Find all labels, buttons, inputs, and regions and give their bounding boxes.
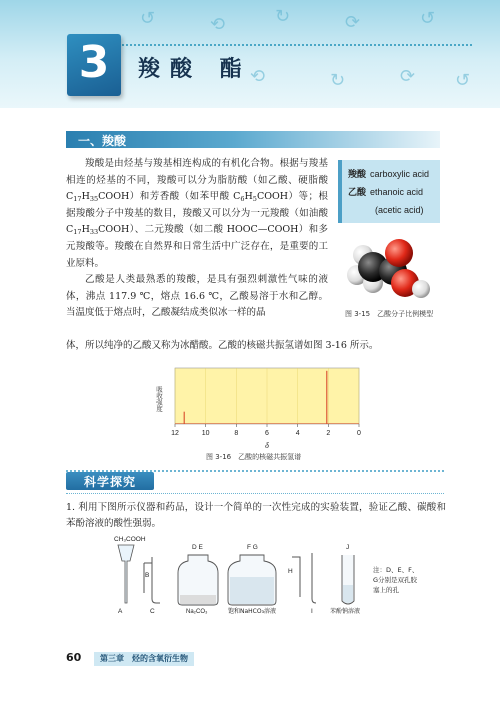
vocab-term: 乙酸 bbox=[348, 188, 367, 198]
science-explore-text: 科学探究 bbox=[83, 475, 136, 489]
hydrogen-atom bbox=[412, 280, 430, 298]
figure-caption: 图 3-16 乙酸的核磁共振氢谱 bbox=[206, 453, 302, 461]
page-number: 60 bbox=[66, 651, 82, 664]
apparatus-note: 注：D、E、F、G分别是双孔胶塞上的孔 bbox=[373, 566, 419, 594]
vocab-english: carboxylic acid bbox=[370, 169, 430, 179]
x-axis-label: δ bbox=[265, 441, 269, 450]
vocab-entry bbox=[348, 166, 440, 184]
decor-icon: ↻ bbox=[275, 6, 291, 27]
decor-icon: ⟳ bbox=[345, 12, 361, 33]
science-explore-label bbox=[66, 472, 154, 490]
x-tick-label: 0 bbox=[357, 430, 361, 437]
vocab-entry bbox=[348, 184, 440, 202]
decor-icon: ↺ bbox=[455, 70, 471, 91]
decor-icon: ⟲ bbox=[210, 14, 226, 35]
acetic-acid-space-filling-model bbox=[343, 233, 435, 305]
paragraph-acetic-acid-cont: 体，所以纯净的乙酸又称为冰醋酸。乙酸的核磁共振氢谱如图 3-16 所示。 bbox=[66, 340, 379, 351]
bottle-label: Na₂CO₃ bbox=[186, 609, 208, 615]
subscript: 35 bbox=[89, 195, 99, 204]
text-run: COOH）、二元羧酸（如二酸 HOOC—COOH）和多元羧酸等。羧酸在自然界和日常生活中广泛存在，是重要的工业原料。 bbox=[66, 224, 328, 269]
subscript: 5 bbox=[252, 195, 257, 204]
apparatus-label: J bbox=[346, 544, 350, 551]
vocab-entry: (acetic acid) bbox=[375, 205, 424, 215]
section-title: 一、羧酸 bbox=[78, 134, 127, 148]
text-run: COOH）等；根据羧酸分子中羧基的数目，羧酸又可以分为一元羧酸（如油酸 C bbox=[66, 191, 328, 236]
apparatus-label: B bbox=[145, 572, 150, 579]
vocab-english: ethanoic acid bbox=[370, 187, 424, 197]
chapter-title: 羧酸 酯 bbox=[138, 57, 252, 82]
decor-icon: ↺ bbox=[420, 8, 436, 29]
apparatus-label: F G bbox=[247, 544, 258, 551]
subscript: 17 bbox=[73, 228, 82, 237]
nmr-spectrum-chart bbox=[145, 366, 365, 451]
chapter-header bbox=[0, 0, 500, 108]
text-run: H bbox=[81, 191, 90, 203]
vocab-term: 羧酸 bbox=[348, 170, 367, 180]
y-axis-label: 吸收强度 bbox=[155, 386, 163, 412]
oxygen-atom bbox=[385, 239, 413, 267]
bottle-label: 饱和NaHCO₃溶液 bbox=[228, 608, 276, 615]
x-tick-label: 12 bbox=[171, 430, 179, 437]
section-heading-bar bbox=[66, 131, 440, 148]
apparatus-label: A bbox=[118, 608, 123, 615]
x-tick-label: 4 bbox=[295, 430, 300, 437]
tube-label: 苯酚钠溶液 bbox=[330, 608, 361, 615]
figure-caption: 图 3-15 乙酸分子比例模型 bbox=[345, 310, 434, 318]
paragraph-experiment: 1. 利用下图所示仪器和药品，设计一个简单的一次性完成的实验装置，验证乙酸、碳酸和苯酚溶液的酸性强弱。 bbox=[66, 502, 446, 529]
x-tick-label: 6 bbox=[265, 430, 269, 437]
text-run: H bbox=[244, 191, 253, 203]
subscript: 33 bbox=[89, 228, 99, 237]
dotted-divider bbox=[66, 493, 444, 494]
paragraph-acetic-acid: 乙酸是人类最熟悉的羧酸，是具有强烈刺激性气味的液体，沸点 117.9 ℃，熔点 16.6 ℃，乙酸易溶于水和乙醇。当温度低于熔点时，乙酸凝结成类似冰一样的晶 bbox=[66, 274, 328, 319]
x-tick-label: 10 bbox=[201, 430, 210, 437]
chapter-reference: 第三章 烃的含氧衍生物 bbox=[94, 652, 194, 666]
header-divider bbox=[118, 44, 472, 46]
apparatus-label: D E bbox=[192, 544, 203, 551]
bent-tube-icon bbox=[152, 557, 160, 603]
apparatus-label: I bbox=[311, 608, 313, 615]
solution-level bbox=[230, 577, 274, 604]
chapter-number: 3 bbox=[78, 37, 110, 88]
solid-reagent bbox=[180, 595, 216, 604]
text-run: H bbox=[81, 224, 90, 236]
text-run: 羧酸是由烃基与羧基相连构成的有机化合物。根据与羧基相连的烃基的不同，羧酸可以分为脂肪酸（如乙酸、硬脂酸 C bbox=[66, 158, 328, 203]
reagent-label: CH₃COOH bbox=[114, 536, 146, 543]
vocabulary-box bbox=[338, 160, 440, 223]
glass-tube-icon bbox=[312, 553, 316, 603]
paragraph-carboxylic-acids bbox=[66, 156, 328, 272]
separatory-funnel-icon bbox=[118, 545, 134, 603]
decor-icon: ↻ bbox=[330, 70, 346, 91]
subscript: 6 bbox=[240, 195, 245, 204]
x-tick-label: 8 bbox=[234, 430, 239, 437]
text-run: COOH）和芳香酸（如苯甲酸 C bbox=[98, 191, 241, 203]
solution-level bbox=[343, 585, 353, 603]
decor-icon: ⟲ bbox=[250, 66, 266, 87]
x-tick-label: 2 bbox=[326, 430, 331, 437]
chapter-number-box bbox=[67, 34, 121, 96]
subscript: 17 bbox=[73, 195, 82, 204]
decor-icon: ↺ bbox=[140, 8, 156, 29]
page-footer bbox=[66, 650, 366, 668]
decor-icon: ⟳ bbox=[400, 66, 416, 87]
apparatus-label: H bbox=[288, 568, 293, 575]
apparatus-label: C bbox=[150, 608, 155, 615]
bent-tube-icon bbox=[292, 557, 300, 597]
